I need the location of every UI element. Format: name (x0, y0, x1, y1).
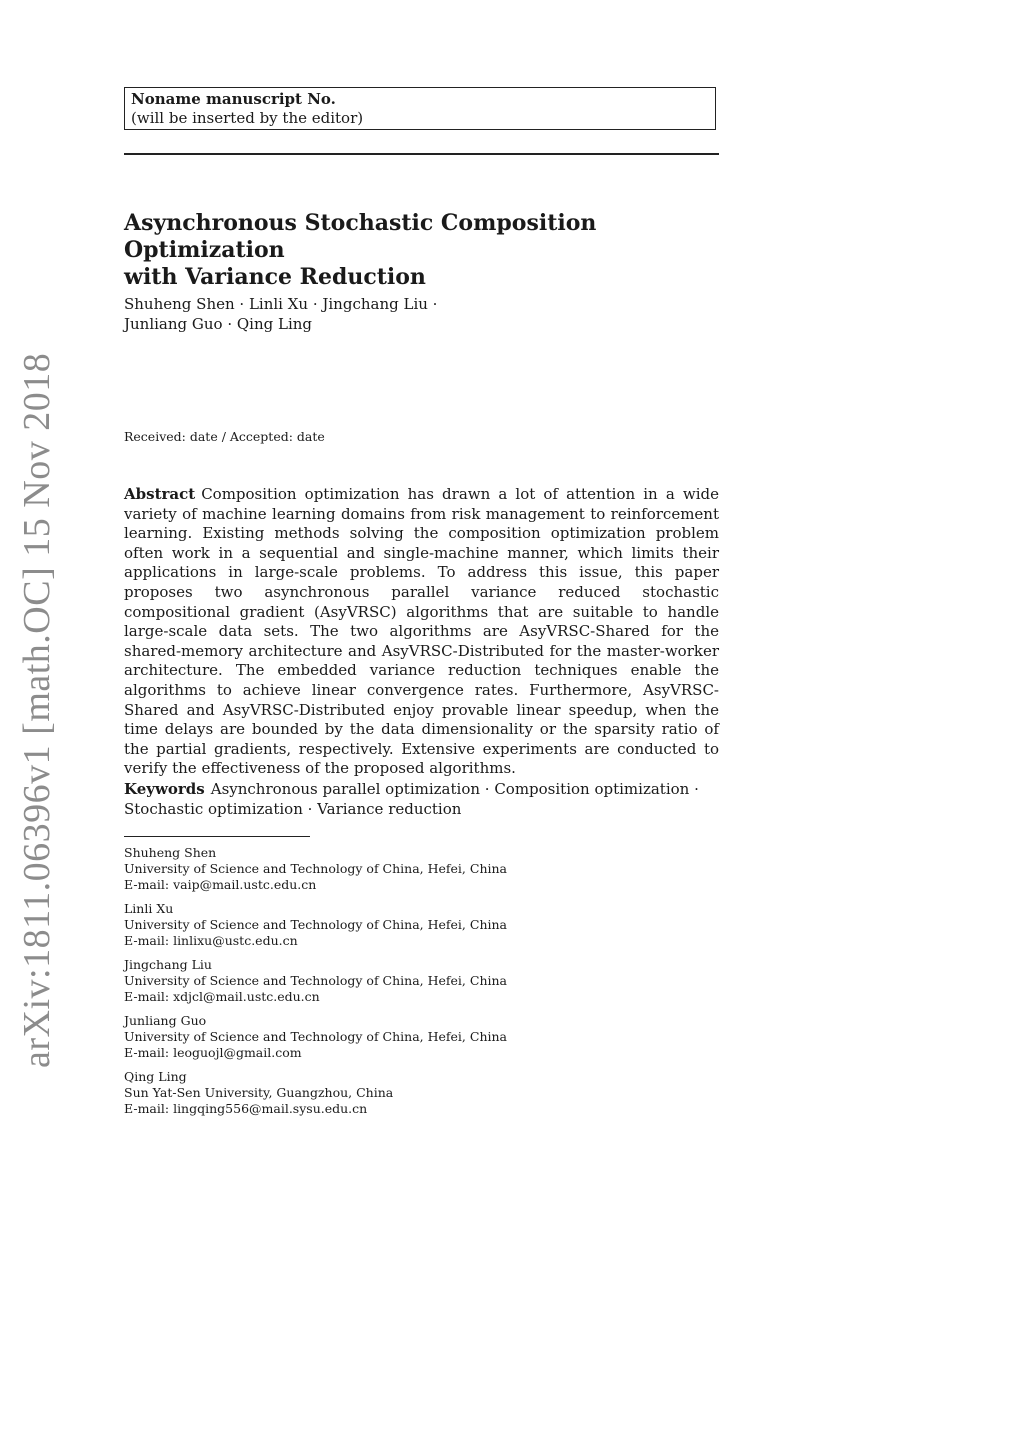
affiliation-email[interactable]: E-mail: lingqing556@mail.sysu.edu.cn (124, 1101, 368, 1116)
manuscript-number-label: Noname manuscript No. (131, 90, 336, 108)
affiliation-institution: University of Science and Technology of China, Hefei, China (124, 861, 507, 876)
abstract-text: Composition optimization has drawn a lot of attention in a wide variety of machine learning domains from risk management to reinforcement learning. Existing methods solving the composition optimization problem often work in a sequential and single-machine manner, which limits their applications in large-scale problems. To address this issue, this paper proposes two asynchronous parallel variance reduced stochastic compositional gradient (AsyVRSC) algorithms that are suitable to handle large-scale data sets. The two algorithms are AsyVRSC-Shared for the shared-memory architecture and AsyVRSC-Distributed for the master-worker architecture. The embedded variance reduction techniques enable the algorithms to achieve linear convergence rates. Furthermore, AsyVRSC-Shared and AsyVRSC-Distributed enjoy provable linear speedup, when the time delays are bounded by the data dimensionality or the sparsity ratio of the partial gradients, respectively. Extensive experiments are conducted to verify the effectiveness of the proposed algorithms. (124, 485, 719, 778)
affiliation-name: Linli Xu (124, 901, 174, 916)
paper-title-line-1: Asynchronous Stochastic Composition Optimization (124, 210, 597, 263)
affiliation-institution: Sun Yat-Sen University, Guangzhou, China (124, 1085, 394, 1100)
affiliation-block (124, 957, 724, 1005)
keywords (124, 780, 719, 819)
affiliation-institution: University of Science and Technology of China, Hefei, China (124, 973, 507, 988)
affiliation-institution: University of Science and Technology of China, Hefei, China (124, 1029, 507, 1044)
received-date: Received: date / Accepted: date (124, 429, 325, 444)
affiliation-email[interactable]: E-mail: linlixu@ustc.edu.cn (124, 933, 298, 948)
affiliation-institution: University of Science and Technology of China, Hefei, China (124, 917, 507, 932)
affiliation-name: Junliang Guo (124, 1013, 207, 1028)
paper-title-line-2: with Variance Reduction (124, 264, 426, 290)
manuscript-number-box (124, 87, 716, 130)
affiliation-block (124, 1069, 724, 1117)
abstract-label: Abstract (124, 485, 196, 503)
keywords-label: Keywords (124, 780, 205, 798)
footnote-rule (124, 836, 310, 837)
author-list (124, 294, 724, 334)
keywords-text: Asynchronous parallel optimization · Composition optimization · Stochastic optimization · Variance reduction (124, 780, 699, 818)
editor-note: (will be inserted by the editor) (131, 109, 364, 127)
affiliation-block (124, 901, 724, 949)
affiliation-email[interactable]: E-mail: vaip@mail.ustc.edu.cn (124, 877, 317, 892)
abstract (124, 485, 719, 779)
author-list-line-2: Junliang Guo · Qing Ling (124, 315, 313, 333)
paper-title (124, 210, 744, 291)
header-rule (124, 153, 719, 155)
arxiv-identifier-stamp[interactable]: arXiv:1811.06396v1 [math.OC] 15 Nov 2018 (16, 352, 58, 1068)
affiliation-block (124, 845, 724, 893)
author-list-line-1: Shuheng Shen · Linli Xu · Jingchang Liu · (124, 295, 438, 313)
affiliation-block (124, 1013, 724, 1061)
affiliation-name: Qing Ling (124, 1069, 187, 1084)
affiliation-name: Jingchang Liu (124, 957, 212, 972)
affiliation-name: Shuheng Shen (124, 845, 217, 860)
affiliation-email[interactable]: E-mail: xdjcl@mail.ustc.edu.cn (124, 989, 320, 1004)
affiliation-email[interactable]: E-mail: leoguojl@gmail.com (124, 1045, 302, 1060)
